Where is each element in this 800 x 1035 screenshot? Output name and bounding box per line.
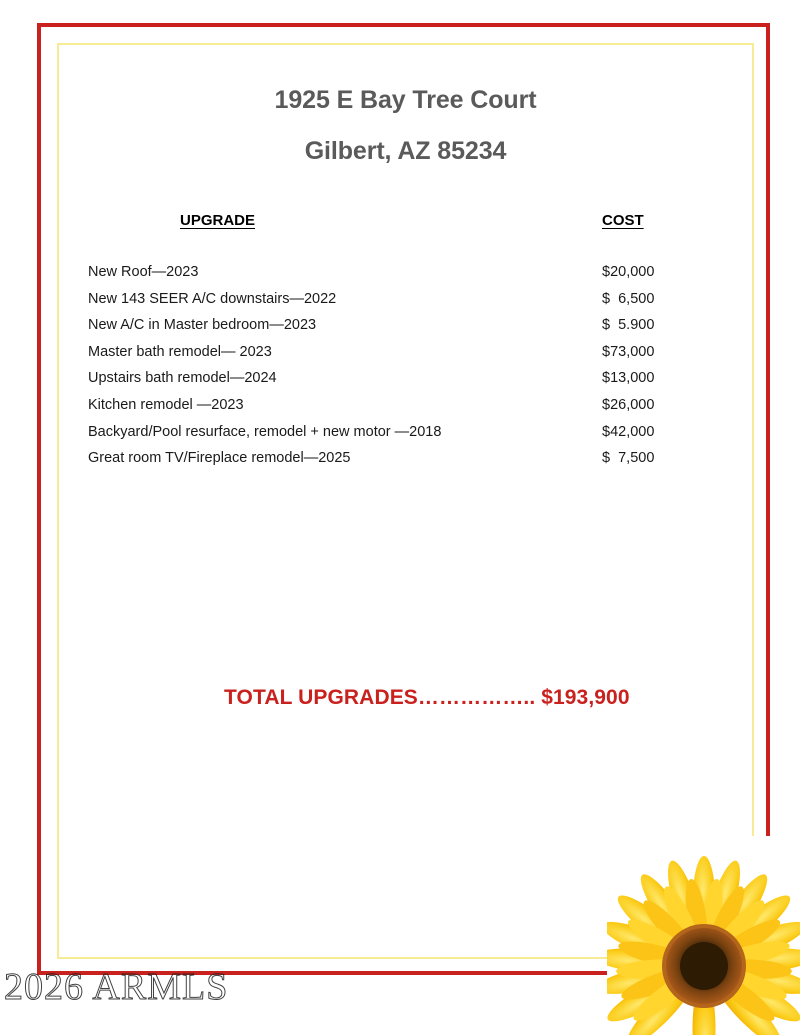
table-row (88, 264, 688, 291)
table-row (88, 450, 688, 477)
upgrade-cost: $20,000 (602, 264, 655, 280)
upgrade-description: Great room TV/Fireplace remodel—2025 (88, 450, 351, 467)
upgrade-cost: $ 7,500 (602, 450, 655, 467)
table-row (88, 397, 688, 424)
page-title-city-state-zip: Gilbert, AZ 85234 (304, 137, 507, 165)
table-body (88, 264, 688, 477)
upgrade-cost: $ 5.900 (602, 317, 655, 334)
upgrade-cost: $26,000 (602, 396, 655, 413)
total-upgrades-line: TOTAL UPGRADES…………….. $193,900 (224, 686, 630, 709)
upgrade-description: New 143 SEER A/C downstairs—2022 (88, 290, 337, 307)
table-row (88, 317, 688, 344)
upgrade-cost: $73,000 (602, 343, 655, 360)
upgrade-description: Upstairs bath remodel—2024 (88, 370, 277, 387)
upgrade-description: Kitchen remodel —2023 (88, 396, 244, 413)
table-row (88, 424, 688, 451)
watermark-armls: 2026 ARMLS (4, 966, 229, 1008)
upgrade-description: New A/C in Master bedroom—2023 (88, 317, 317, 334)
upgrade-description: Master bath remodel— 2023 (88, 343, 272, 360)
table-row (88, 291, 688, 318)
upgrade-cost: $42,000 (602, 423, 655, 440)
upgrades-table (88, 212, 688, 467)
page-border-inner (57, 43, 754, 959)
table-row (88, 370, 688, 397)
upgrade-description: New Roof—2023 (88, 264, 199, 280)
table-row (88, 344, 688, 371)
column-header-upgrade: UPGRADE (180, 212, 256, 229)
sunflower-image (607, 836, 800, 1035)
column-header-cost: COST (602, 212, 644, 229)
upgrade-cost: $ 6,500 (602, 290, 655, 307)
upgrade-cost: $13,000 (602, 370, 655, 387)
table-header-row (88, 212, 688, 242)
page-title-address: 1925 E Bay Tree Court (274, 86, 537, 114)
upgrade-description: Backyard/Pool resurface, remodel + new motor —2018 (88, 423, 442, 440)
